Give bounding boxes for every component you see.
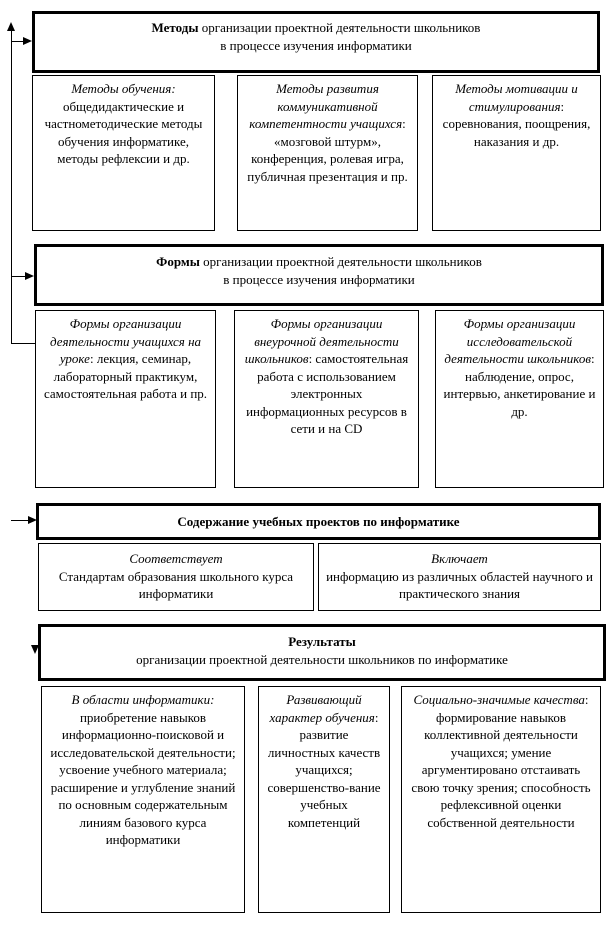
methods-item-text: общедидактические и частнометодические методы обучения информатике, методы рефлексии и др.	[44, 98, 203, 166]
forms-arrow-line	[11, 276, 26, 277]
forms-title-bold: Формы	[156, 254, 200, 269]
results-item-text: : формирование навыков коллективной деятельности учащихся; умение аргументировано отстаивать свою точку зрения; способность рефлексивной оценки собственной деятельности	[411, 692, 591, 830]
forms-arrow-head	[25, 272, 34, 280]
methods-title-line2: в процессе изучения информатики	[220, 37, 412, 53]
methods-item-text: : «мозговой штурм», конференция, ролевая игра, публичная презентация и пр.	[247, 116, 408, 184]
results-item-text: приобретение навыков информационно-поисковой и исследовательской деятельности; усвоение учебного материала; расширение и углубление знаний по основным содержательным линиям базового курса информатики	[50, 709, 236, 847]
methods-item-title: Методы развития коммуникативной компетентности учащихся	[249, 81, 403, 131]
results-item-developmental	[258, 686, 390, 913]
results-item-text: : развитие личностных качеств учащихся; совершенство-вание учебных компетенций	[267, 709, 381, 830]
content-header	[36, 503, 601, 540]
forms-item-extracurricular	[234, 310, 419, 488]
content-item-title: Включает	[431, 551, 488, 566]
content-item-text: информацию из различных областей научного и практического знания	[326, 568, 593, 601]
methods-item-communication	[237, 75, 418, 231]
results-header	[38, 624, 606, 681]
forms-item-text: : наблюдение, опрос, интервью, анкетирование и др.	[443, 351, 596, 419]
methods-item-title: Методы мотивации и стимулирования	[455, 81, 578, 114]
left-connector-line	[11, 30, 12, 344]
forms-item-text: : лекция, семинар, лабораторный практикум, самостоятельная работа и пр.	[43, 351, 208, 401]
results-subtitle: организации проектной деятельности школьников по информатике	[136, 651, 508, 667]
content-item-includes	[318, 543, 601, 611]
forms-item-lesson	[35, 310, 216, 488]
methods-arrow-head	[23, 37, 32, 45]
methods-title-rest: организации проектной деятельности школьников	[198, 20, 481, 35]
results-item-informatics	[41, 686, 245, 913]
content-arrow-line	[11, 520, 29, 521]
forms-item-title: Формы организации исследовательской деятельности школьников	[444, 316, 592, 366]
forms-item-research	[435, 310, 604, 488]
results-item-title: Развивающий характер обучения	[269, 692, 375, 725]
content-title: Содержание учебных проектов по информатике	[177, 514, 460, 529]
methods-item-teaching	[32, 75, 215, 231]
forms-item-title: Формы организации деятельности учащихся на уроке	[49, 316, 202, 366]
methods-item-text: : соревнования, поощрения, наказания и др.	[442, 98, 591, 149]
content-item-corresponds	[38, 543, 314, 611]
methods-item-motivation	[432, 75, 601, 231]
forms-title-rest: организации проектной деятельности школьников	[199, 254, 482, 269]
results-item-title: В области информатики:	[71, 692, 215, 707]
connector-bottom-line	[11, 343, 35, 344]
forms-header	[34, 244, 604, 306]
content-item-title: Соответствует	[129, 551, 223, 566]
results-title: Результаты	[288, 634, 356, 649]
forms-item-title: Формы организации внеурочной деятельности школьников	[244, 316, 399, 366]
methods-title-bold: Методы	[151, 20, 199, 35]
results-item-title: Социально-значимые качества	[413, 692, 585, 707]
methods-item-title: Методы обучения:	[71, 81, 176, 96]
results-item-social	[401, 686, 601, 913]
content-item-text: Стандартам образования школьного курса информатики	[58, 568, 294, 601]
forms-title-line2: в процессе изучения информатики	[223, 271, 415, 287]
forms-item-text: : самостоятельная работа с использованием электронных информационных ресурсов в сети и на CD	[246, 351, 409, 436]
methods-header	[32, 11, 600, 73]
connector-arrow-up	[7, 22, 15, 31]
